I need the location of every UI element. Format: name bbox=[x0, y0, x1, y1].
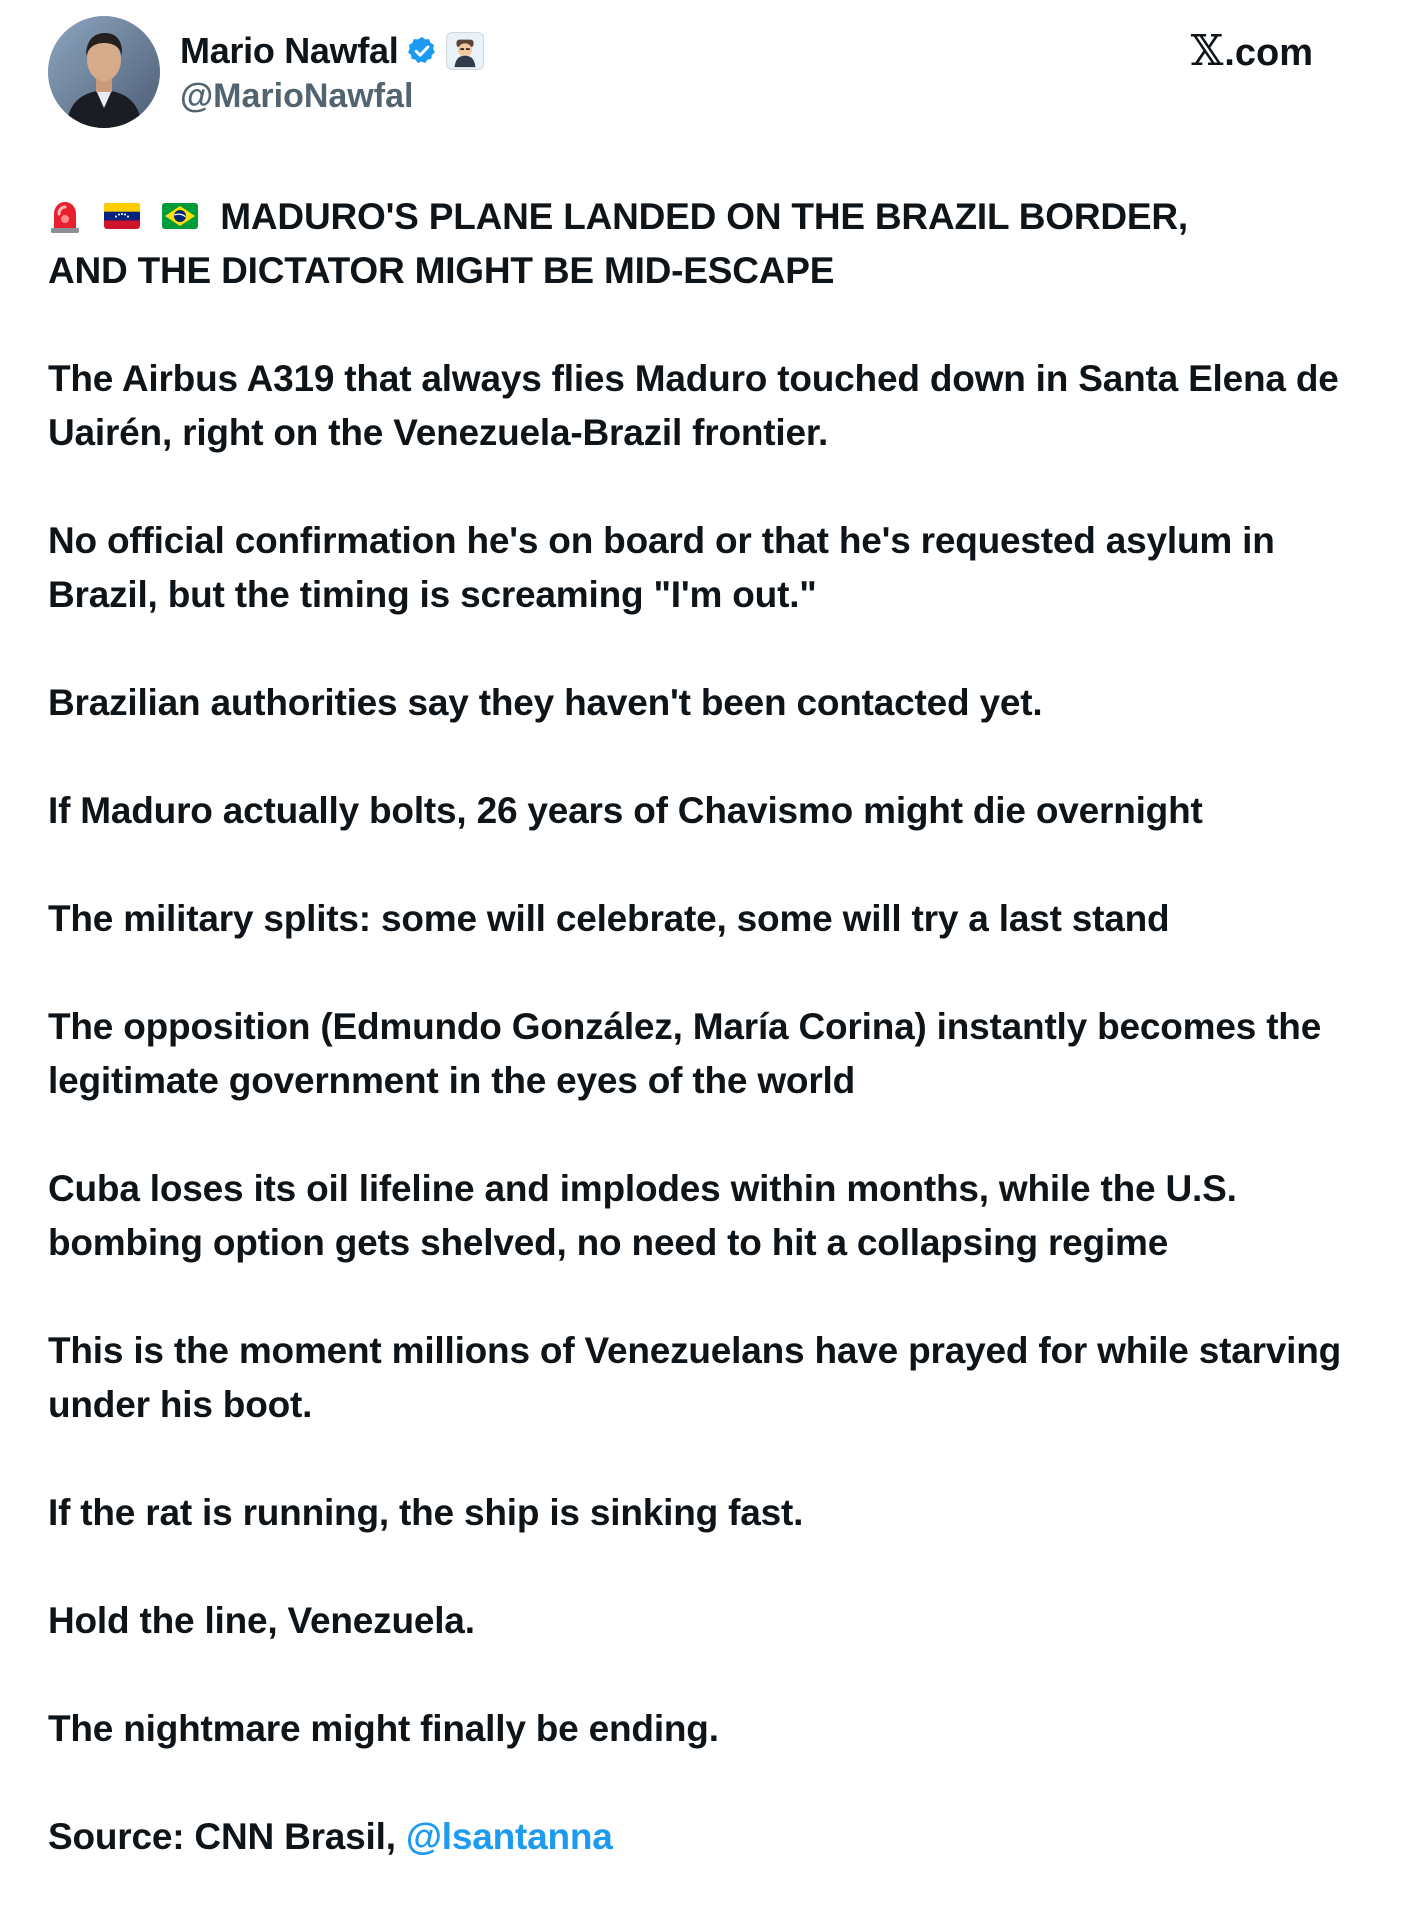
headline-line-2: AND THE DICTATOR MIGHT BE MID-ESCAPE bbox=[48, 250, 835, 291]
author-names bbox=[180, 29, 484, 116]
avatar[interactable] bbox=[48, 16, 160, 128]
brazil-flag-icon bbox=[162, 203, 198, 229]
source-domain: .com bbox=[1224, 32, 1313, 74]
post-paragraph: This is the moment millions of Venezuelans have prayed for while starving under his boot. bbox=[48, 1330, 1342, 1425]
display-name-row bbox=[180, 29, 484, 73]
post-paragraph: The military splits: some will celebrate, some will try a last stand bbox=[48, 898, 1170, 939]
post-paragraph: Cuba loses its oil lifeline and implodes within months, while the U.S. bombing option gets shelved, no need to hit a collapsing regime bbox=[48, 1168, 1237, 1263]
post-header bbox=[48, 16, 484, 128]
post-paragraph: The nightmare might finally be ending. bbox=[48, 1708, 719, 1749]
venezuela-flag-icon bbox=[104, 203, 140, 229]
post-paragraph: No official confirmation he's on board or that he's requested asylum in Brazil, but the timing is screaming "I'm out." bbox=[48, 520, 1275, 615]
author-display-name[interactable]: Mario Nawfal bbox=[180, 29, 399, 71]
post-paragraph: The opposition (Edmundo González, María Corina) instantly becomes the legitimate government in the eyes of the world bbox=[48, 1006, 1322, 1101]
source-site bbox=[1191, 26, 1313, 75]
source-mention-link[interactable]: @lsantanna bbox=[405, 1816, 613, 1857]
post-headline bbox=[48, 190, 1348, 298]
source-label: Source: CNN Brasil, bbox=[48, 1816, 406, 1857]
affiliation-badge-icon[interactable] bbox=[446, 32, 484, 70]
post-paragraph: Hold the line, Venezuela. bbox=[48, 1600, 475, 1641]
post-body bbox=[48, 190, 1348, 1864]
post-paragraph: Brazilian authorities say they haven't been contacted yet. bbox=[48, 682, 1043, 723]
headline-text-1: MADURO'S PLANE LANDED ON THE BRAZIL BORDER, bbox=[220, 196, 1188, 237]
x-logo-icon: 𝕏 bbox=[1190, 26, 1224, 75]
post-source-line bbox=[48, 1810, 1348, 1864]
headline-line-1 bbox=[48, 190, 1348, 244]
post-paragraph: The Airbus A319 that always flies Maduro touched down in Santa Elena de Uairén, right on the Venezuela-Brazil frontier. bbox=[48, 358, 1339, 453]
siren-emoji-icon bbox=[48, 198, 82, 234]
post-paragraph: If Maduro actually bolts, 26 years of Chavismo might die overnight bbox=[48, 790, 1203, 831]
author-handle[interactable]: @MarioNawfal bbox=[180, 76, 414, 115]
post-paragraph: If the rat is running, the ship is sinking fast. bbox=[48, 1492, 804, 1533]
verified-badge-icon bbox=[406, 35, 438, 67]
